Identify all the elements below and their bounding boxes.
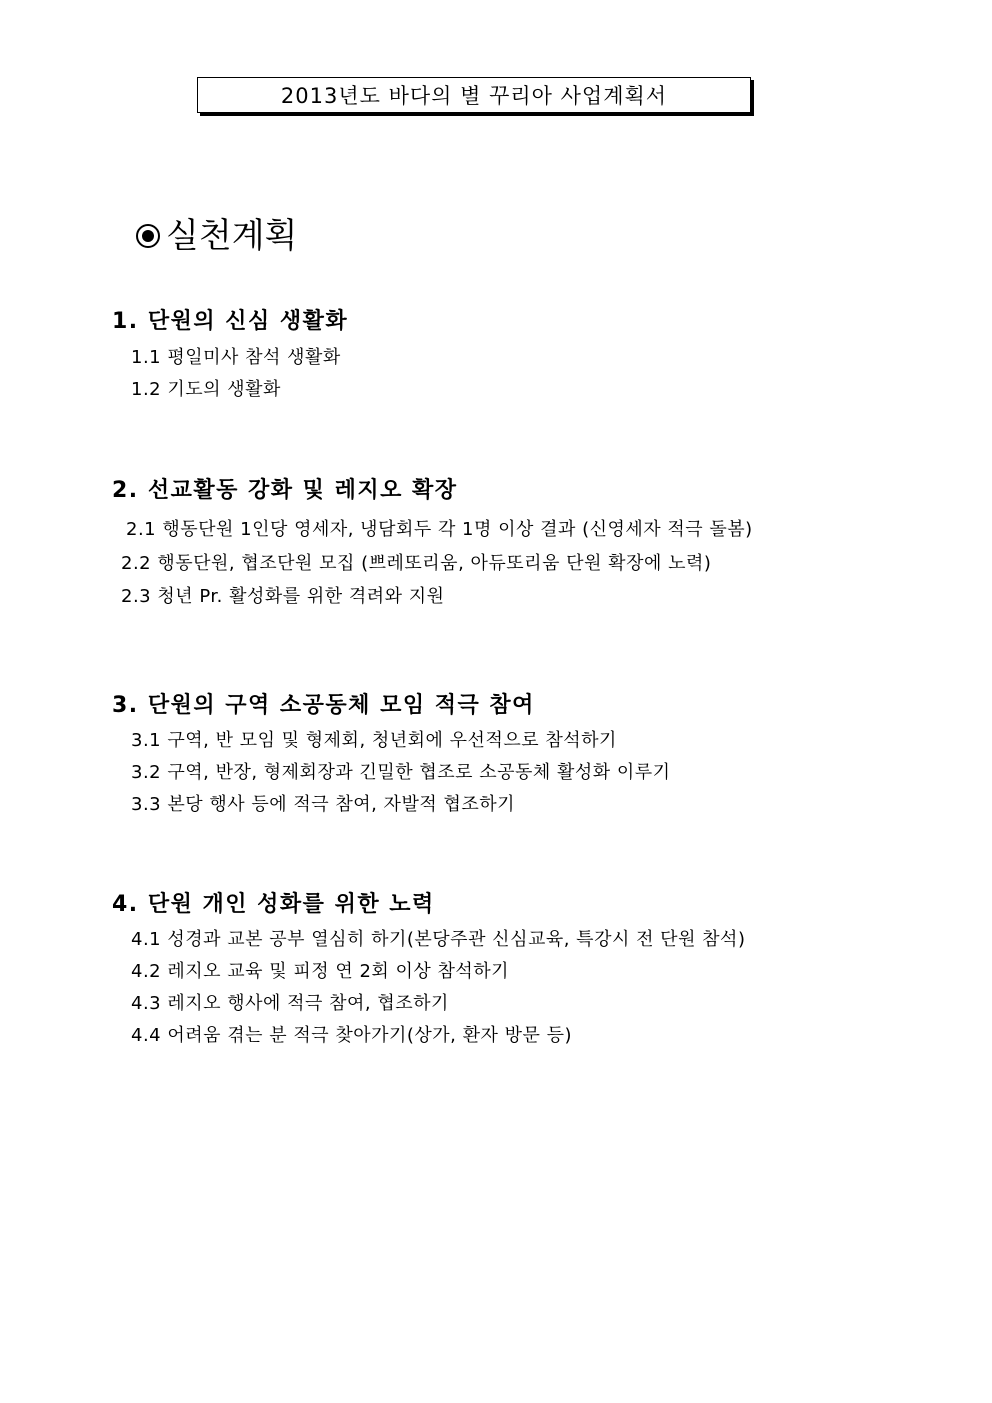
list-item: 4.3 레지오 행사에 적극 참여, 협조하기 [131,993,449,1014]
list-item: 3.1 구역, 반 모임 및 형제회, 청년회에 우선적으로 참석하기 [131,730,617,751]
list-item: 1.1 평일미사 참석 생활화 [131,347,341,368]
list-item: 2.3 청년 Pr. 활성화를 위한 격려와 지원 [121,586,445,607]
list-item: 3.3 본당 행사 등에 적극 참여, 자발적 협조하기 [131,794,515,815]
list-item: 4.1 성경과 교본 공부 열심히 하기(본당주관 신심교육, 특강시 전 단원 참석) [131,929,746,950]
section-4-title: 4. 단원 개인 성화를 위한 노력 [112,892,435,917]
document-title-box [197,77,751,113]
document-title: 2013년도 바다의 별 꾸리아 사업계획서 [280,84,668,108]
list-item: 2.2 행동단원, 협조단원 모집 (쁘레또리움, 아듀또리움 단원 확장에 노력) [121,553,712,574]
circled-bullet-icon [136,224,160,248]
section-2-title: 2. 선교활동 강화 및 레지오 확장 [112,478,458,503]
list-item: 3.2 구역, 반장, 형제회장과 긴밀한 협조로 소공동체 활성화 이루기 [131,762,671,783]
heading-text: 실천계획 [166,216,298,256]
list-item: 2.1 행동단원 1인당 영세자, 냉담회두 각 1명 이상 결과 (신영세자 적극 돌봄) [126,519,753,540]
list-item: 1.2 기도의 생활화 [131,379,281,400]
section-1-title: 1. 단원의 신심 생활화 [112,309,349,334]
list-item: 4.4 어려움 겪는 분 적극 찾아가기(상가, 환자 방문 등) [131,1025,573,1046]
section-3-title: 3. 단원의 구역 소공동체 모임 적극 참여 [112,693,535,718]
list-item: 4.2 레지오 교육 및 피정 연 2회 이상 참석하기 [131,961,510,982]
section-heading [136,214,297,258]
